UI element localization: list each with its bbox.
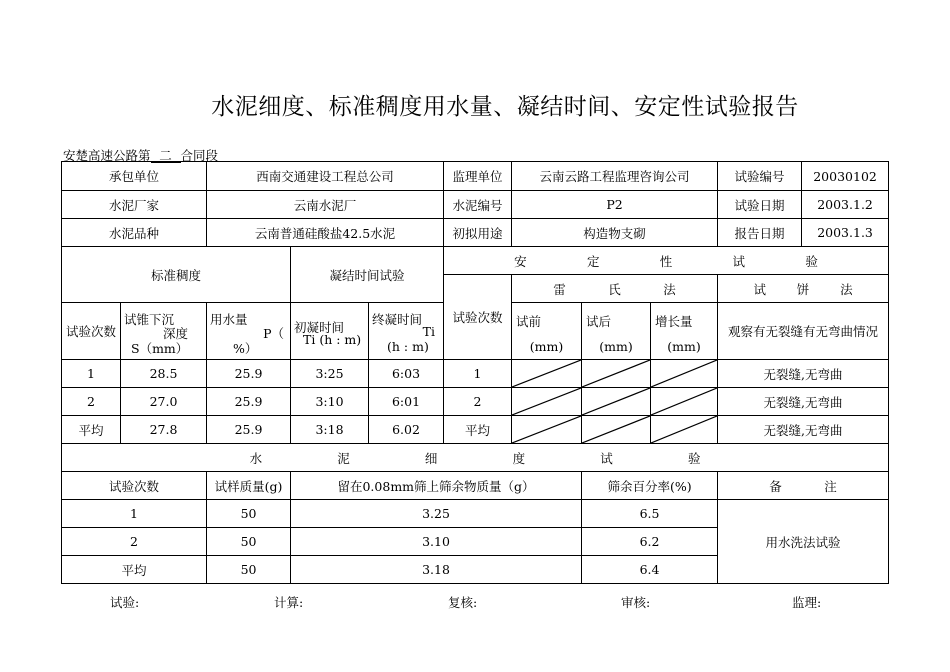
fineness-trial-cell: 平均 (62, 556, 207, 584)
remark-char: 备 (769, 478, 782, 494)
cement-no-label: 水泥编号 (444, 191, 512, 219)
residue-mass-cell: 3.18 (291, 556, 582, 584)
variety-value: 云南普通硅酸盐42.5水泥 (207, 219, 444, 247)
factory-value: 云南水泥厂 (207, 191, 444, 219)
increase-label: 增长量 (655, 313, 693, 329)
water-line-1: 用水量 (210, 311, 248, 327)
fineness-section-title (62, 444, 889, 472)
fineness-title-char: 水 (249, 450, 263, 466)
le-chatelier-char: 氏 (608, 281, 621, 297)
fineness-title-char: 细 (424, 450, 438, 466)
footer-calc-sign: 计算: (274, 595, 304, 610)
test-date-value: 2003.1.2 (802, 191, 889, 219)
fineness-title-char: 验 (687, 450, 701, 466)
trial-cell: 2 (62, 388, 121, 416)
observe-cell: 无裂缝,无弯曲 (718, 360, 889, 388)
sink-depth-header (121, 303, 207, 360)
initial-line-2: Ti (h : m) (303, 331, 362, 347)
table-row (62, 388, 889, 416)
test-no-value: 20030102 (802, 162, 889, 191)
le-chatelier-char: 雷 (553, 281, 566, 297)
sample-mass-cell: 50 (207, 528, 291, 556)
contractor-label: 承包单位 (62, 162, 207, 191)
pat-test-char: 试 (753, 281, 766, 297)
initial-cell: 3:10 (291, 388, 369, 416)
sink-line-2: 深度 (163, 325, 189, 341)
le-chatelier-header (512, 275, 718, 303)
remark-header (718, 472, 889, 500)
before-cell-struck (512, 416, 582, 444)
after-cell-struck (582, 388, 651, 416)
soundness-trial-cell: 平均 (444, 416, 512, 444)
le-chatelier-char: 法 (663, 281, 676, 297)
soundness-char: 试 (732, 253, 746, 269)
remark-char: 注 (824, 478, 837, 494)
observe-cell: 无裂缝,无弯曲 (718, 416, 889, 444)
table-row (62, 500, 889, 528)
after-cell-struck (582, 360, 651, 388)
trial-header: 试验次数 (62, 303, 121, 360)
sink-cell: 28.5 (121, 360, 207, 388)
variety-label: 水泥品种 (62, 219, 207, 247)
fineness-title-char: 泥 (337, 450, 350, 466)
sink-line-3: S（mm） (131, 340, 189, 356)
after-header (582, 303, 651, 360)
increase-cell-struck (651, 360, 718, 388)
initial-line-1: 初凝时间 (294, 319, 345, 335)
test-no-label: 试验编号 (718, 162, 802, 191)
soundness-char: 性 (659, 253, 673, 269)
trial-cell: 平均 (62, 416, 121, 444)
final-line-3: (h : m) (387, 338, 429, 354)
initial-cell: 3:18 (291, 416, 369, 444)
fineness-title-char: 试 (600, 450, 613, 466)
increase-cell-struck (651, 388, 718, 416)
fineness-title-char: 度 (512, 450, 526, 466)
use-label: 初拟用途 (444, 219, 512, 247)
before-label: 试前 (516, 313, 542, 329)
soundness-header (444, 247, 889, 275)
sample-mass-cell: 50 (207, 500, 291, 528)
increase-header (651, 303, 718, 360)
section-number: 二 (151, 149, 181, 163)
final-cell: 6:03 (369, 360, 444, 388)
water-cell: 25.9 (207, 388, 291, 416)
final-setting-header (369, 303, 444, 360)
consistency-header: 标准稠度 (62, 247, 291, 303)
supervisor-label: 监理单位 (444, 162, 512, 191)
water-cell: 25.9 (207, 416, 291, 444)
residue-mass-cell: 3.10 (291, 528, 582, 556)
residue-percent-cell: 6.2 (582, 528, 718, 556)
final-line-1: 终凝时间 (372, 311, 423, 327)
footer-review-sign: 复核: (448, 595, 478, 610)
initial-setting-header (291, 303, 369, 360)
contractor-value: 西南交通建设工程总公司 (207, 162, 444, 191)
sample-mass-header: 试样质量(g) (207, 472, 291, 500)
sample-mass-cell: 50 (207, 556, 291, 584)
supervisor-value: 云南云路工程监理咨询公司 (512, 162, 718, 191)
subhead-prefix: 安楚高速公路第 (63, 148, 151, 163)
soundness-char: 验 (805, 253, 818, 269)
fineness-trial-header: 试验次数 (62, 472, 207, 500)
before-header (512, 303, 582, 360)
residue-percent-cell: 6.5 (582, 500, 718, 528)
report-table (61, 161, 889, 584)
observe-header: 观察有无裂缝有无弯曲情况 (718, 303, 889, 360)
soundness-char: 定 (586, 253, 600, 269)
remark-cell: 用水洗法试验 (718, 500, 889, 584)
table-row (62, 416, 889, 444)
report-date-label: 报告日期 (718, 219, 802, 247)
residue-mass-header: 留在0.08mm筛上筛余物质量（g） (291, 472, 582, 500)
factory-label: 水泥厂家 (62, 191, 207, 219)
final-line-2: Ti (422, 323, 436, 339)
initial-cell: 3:25 (291, 360, 369, 388)
sink-line-1: 试锥下沉 (124, 311, 175, 327)
trial-cell: 1 (62, 360, 121, 388)
soundness-trial-cell: 1 (444, 360, 512, 388)
observe-cell: 无裂缝,无弯曲 (718, 388, 889, 416)
fineness-trial-cell: 2 (62, 528, 207, 556)
use-value: 构造物支砌 (512, 219, 718, 247)
fineness-trial-cell: 1 (62, 500, 207, 528)
mm-unit: (mm) (667, 338, 701, 354)
water-amount-header (207, 303, 291, 360)
mm-unit: (mm) (529, 338, 564, 354)
soundness-trial-cell: 2 (444, 388, 512, 416)
cement-no-value: P2 (512, 191, 718, 219)
after-label: 试后 (586, 313, 612, 329)
pat-test-char: 法 (840, 281, 853, 297)
soundness-char: 安 (514, 253, 527, 269)
sink-cell: 27.8 (121, 416, 207, 444)
sink-cell: 27.0 (121, 388, 207, 416)
pat-test-char: 饼 (796, 281, 810, 297)
residue-mass-cell: 3.25 (291, 500, 582, 528)
footer-test-sign: 试验: (110, 595, 140, 610)
report-title: 水泥细度、标准稠度用水量、凝结时间、安定性试验报告 (211, 94, 799, 120)
soundness-trial-header: 试验次数 (444, 275, 512, 360)
final-cell: 6.02 (369, 416, 444, 444)
report-date-value: 2003.1.3 (802, 219, 889, 247)
footer-supervise-sign: 监理: (792, 595, 822, 610)
footer-audit-sign: 审核: (621, 595, 651, 610)
pat-test-header (718, 275, 889, 303)
increase-cell-struck (651, 416, 718, 444)
residue-percent-cell: 6.4 (582, 556, 718, 584)
table-row (62, 360, 889, 388)
water-cell: 25.9 (207, 360, 291, 388)
before-cell-struck (512, 388, 582, 416)
final-cell: 6:01 (369, 388, 444, 416)
water-line-2: P（ (263, 325, 285, 341)
setting-time-header: 凝结时间试验 (291, 247, 444, 303)
after-cell-struck (582, 416, 651, 444)
water-line-3: %） (233, 340, 258, 356)
mm-unit: (mm) (599, 338, 633, 354)
before-cell-struck (512, 360, 582, 388)
test-date-label: 试验日期 (718, 191, 802, 219)
residue-percent-header: 筛余百分率(%) (582, 472, 718, 500)
subhead-suffix: 合同段 (180, 148, 219, 163)
